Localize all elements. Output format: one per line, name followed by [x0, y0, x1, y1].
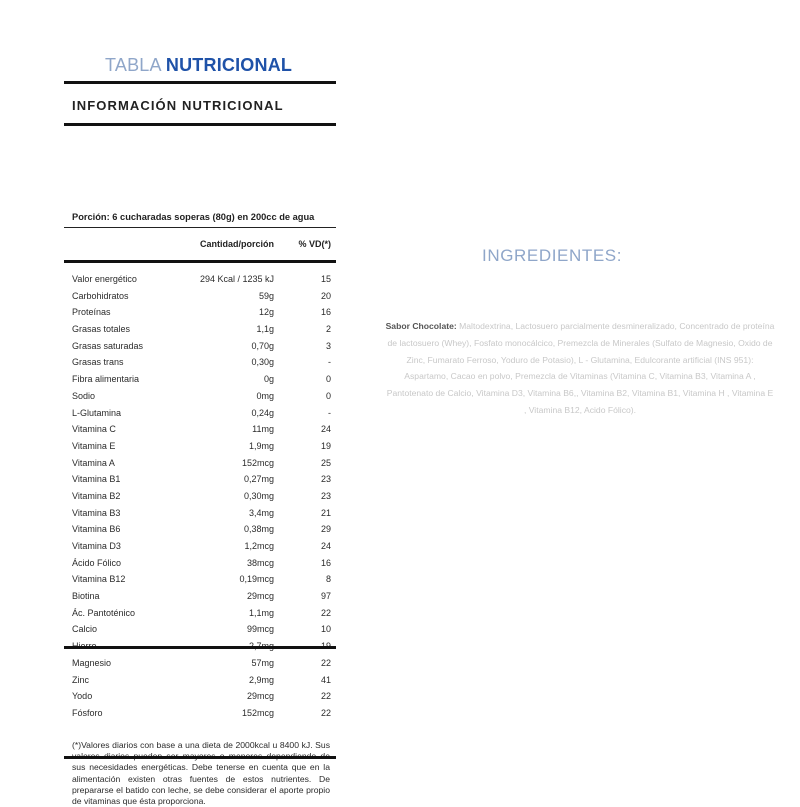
- table-row: [64, 505, 336, 522]
- nutrient-name: Valor energético: [72, 274, 137, 284]
- title-rule: [64, 123, 336, 126]
- nutrient-name: Magnesio: [72, 657, 112, 668]
- table-row: [64, 588, 336, 605]
- nutrient-amount: 12g: [258, 307, 274, 318]
- column-header-vd: % VD(*): [298, 239, 331, 249]
- nutrient-vd: 10: [320, 624, 331, 635]
- nutrient-name: L-Glutamina: [72, 407, 122, 418]
- page-heading: [105, 55, 292, 76]
- nutrient-name: Yodo: [72, 691, 93, 702]
- nutrient-vd: 19: [320, 440, 331, 451]
- table-row: [64, 388, 336, 405]
- nutrient-amount: 0,24g: [251, 407, 274, 418]
- nutrient-amount: 2,9mg: [248, 674, 274, 685]
- table-row: [64, 321, 336, 338]
- footnote: (*)Valores diarios con base a una dieta de 2000kcal u 8400 kJ. Sus sus necesidades energéticas. Debe tenerse en cuenta que en la alimentación existen otras fuentes de estos nutrientes. De prepararse el batido con leche, se debe considerar el aporte propio de vitaminas que ésta proporciona.: [72, 740, 330, 807]
- ingredients-list: Maltodextrina, Lactosuero parcialmente desmineralizado, Concentrado de proteína de lactosuero (Whey), Fosfato monocálcico, Premezcla de Minerales (Sulfato de Magnesio, Oxido de Zinc, Fumarato Ferroso, Yoduro de Potasio), L - Glutamina, Edulcorante artificial (INS 951): Aspartamo, Cacao en polvo, Premezcla de Vitaminas (Vitamina C, Vitamina B3, Vitamina A , Pantotenato de Calcio, Vitamina D3, Vitamina B6,, Vitamina B2, Vitamina B1, Vitamina H , Vitamina E , Vitamina B12, Acido Fólico).: [386, 321, 775, 415]
- nutrient-name: Vitamina E: [72, 440, 116, 451]
- nutrient-vd: 24: [320, 541, 331, 551]
- table-row: [64, 271, 336, 288]
- table-row: [64, 655, 336, 672]
- table-row: [64, 354, 336, 371]
- nutrient-name: Vitamina D3: [72, 541, 121, 551]
- nutrient-amount: 0mg: [256, 390, 274, 401]
- table-row: [64, 371, 336, 388]
- column-header-amount: Cantidad/porción: [200, 239, 274, 249]
- nutrient-vd: 23: [320, 474, 331, 485]
- nutrient-vd: 2: [325, 324, 331, 335]
- nutrient-name: Zinc: [72, 674, 90, 685]
- panel-title: INFORMACIÓN NUTRICIONAL: [72, 98, 284, 113]
- page-heading-light: TABLA: [105, 55, 166, 75]
- nutrient-vd: 41: [320, 674, 331, 685]
- nutrient-amount: 0,70g: [251, 340, 274, 351]
- table-row: [64, 488, 336, 505]
- nutrient-vd: 22: [320, 691, 331, 702]
- nutrient-name: Grasas trans: [72, 357, 124, 368]
- nutrient-name: Proteínas: [72, 307, 111, 318]
- nutrient-amount: 29mcg: [246, 591, 274, 602]
- table-row: [64, 405, 336, 422]
- nutrient-name: Biotina: [72, 591, 100, 602]
- nutrient-vd: 3: [325, 340, 331, 351]
- nutrient-amount: 0,30g: [251, 357, 274, 368]
- table-row: [64, 421, 336, 438]
- nutrient-amount: 1,9mg: [248, 440, 274, 451]
- nutrient-amount: 11mg: [252, 424, 274, 435]
- nutrient-name: Vitamina C: [72, 424, 116, 435]
- nutrient-vd: 25: [320, 457, 331, 468]
- table-row: [64, 538, 336, 555]
- portion-text: Porción: 6 cucharadas soperas (80g) en 200cc de agua: [72, 212, 315, 222]
- nutrient-amount: 152mcg: [241, 707, 274, 718]
- nutrient-name: Vitamina B1: [72, 474, 121, 485]
- table-row: [64, 605, 336, 622]
- table-row: [64, 288, 336, 305]
- table-row: [64, 688, 336, 705]
- table-row: [64, 571, 336, 588]
- header-rule: [64, 260, 336, 263]
- panel-top-rule: [64, 81, 336, 84]
- nutrient-amount: 152mcg: [241, 457, 274, 468]
- ingredients-title: INGREDIENTES:: [482, 246, 623, 265]
- nutrient-name: Vitamina B2: [72, 490, 121, 501]
- nutrient-vd: 15: [320, 274, 331, 284]
- nutrient-vd: 23: [320, 490, 331, 501]
- nutrient-amount: 1,2mcg: [244, 541, 274, 551]
- nutrient-vd: -: [328, 357, 331, 368]
- nutrient-amount: 0,27mg: [243, 474, 274, 485]
- nutrient-vd: 0: [325, 374, 331, 385]
- portion-rule: [64, 227, 336, 228]
- nutrient-amount: 0,30mg: [243, 490, 274, 501]
- table-row: [64, 555, 336, 572]
- nutrient-name: Vitamina B3: [72, 507, 121, 518]
- table-row: [64, 621, 336, 638]
- nutrient-amount: 294 Kcal / 1235 kJ: [199, 274, 274, 284]
- nutrient-amount: 59g: [258, 290, 274, 301]
- nutrient-vd: 24: [320, 424, 331, 435]
- nutrient-name: Grasas totales: [72, 324, 131, 335]
- nutrition-rows: [64, 271, 336, 722]
- nutrient-name: Vitamina A: [72, 457, 115, 468]
- nutrient-name: Vitamina B12: [72, 574, 126, 585]
- nutrient-vd: 22: [320, 607, 331, 618]
- nutrient-name: Fósforo: [72, 707, 103, 718]
- nutrient-amount: 0g: [263, 374, 274, 385]
- nutrient-name: Ácido Fólico: [72, 557, 122, 568]
- nutrient-vd: 16: [320, 557, 331, 568]
- nutrient-amount: 0,19mcg: [239, 574, 274, 585]
- nutrient-name: Fibra alimentaria: [72, 374, 140, 385]
- table-row: [64, 672, 336, 689]
- nutrient-vd: 0: [325, 390, 331, 401]
- nutrient-name: Calcio: [72, 624, 98, 635]
- nutrient-name: Sodio: [72, 390, 96, 401]
- table-row: [64, 304, 336, 321]
- ingredients-text: [385, 318, 775, 419]
- table-row: [64, 438, 336, 455]
- nutrient-vd: 97: [320, 591, 331, 602]
- nutrient-vd: 16: [320, 307, 331, 318]
- nutrient-amount: 29mcg: [246, 691, 274, 702]
- nutrient-vd: 22: [320, 707, 331, 718]
- nutrient-name: Grasas saturadas: [72, 340, 144, 351]
- nutrient-vd: 20: [320, 290, 331, 301]
- nutrient-amount: 3,4mg: [248, 507, 274, 518]
- nutrient-vd: -: [328, 407, 331, 418]
- page-heading-bold: NUTRICIONAL: [165, 55, 293, 75]
- panel-bottom-rule: [64, 756, 336, 759]
- nutrient-amount: 0,38mg: [243, 524, 274, 535]
- nutrient-name: Carbohidratos: [72, 290, 129, 301]
- nutrient-vd: 8: [325, 574, 331, 585]
- table-row: [64, 705, 336, 722]
- nutrient-vd: 29: [320, 524, 331, 535]
- nutrient-amount: 1,1mg: [248, 607, 274, 618]
- table-row: [64, 471, 336, 488]
- nutrient-amount: 57mg: [251, 657, 274, 668]
- table-row: [64, 521, 336, 538]
- nutrient-amount: 99mcg: [246, 624, 274, 635]
- nutrient-name: Vitamina B6: [72, 524, 121, 535]
- rows-bottom-rule: [64, 646, 336, 649]
- nutrition-panel: [64, 81, 336, 807]
- ingredients-label: Sabor Chocolate:: [385, 321, 457, 331]
- nutrient-vd: 21: [320, 507, 331, 518]
- nutrient-amount: 38mcg: [246, 557, 274, 568]
- table-row: [64, 338, 336, 355]
- table-row: [64, 455, 336, 472]
- nutrient-vd: 22: [320, 657, 331, 668]
- nutrient-name: Ác. Pantoténico: [72, 607, 136, 618]
- nutrient-amount: 1,1g: [256, 324, 274, 335]
